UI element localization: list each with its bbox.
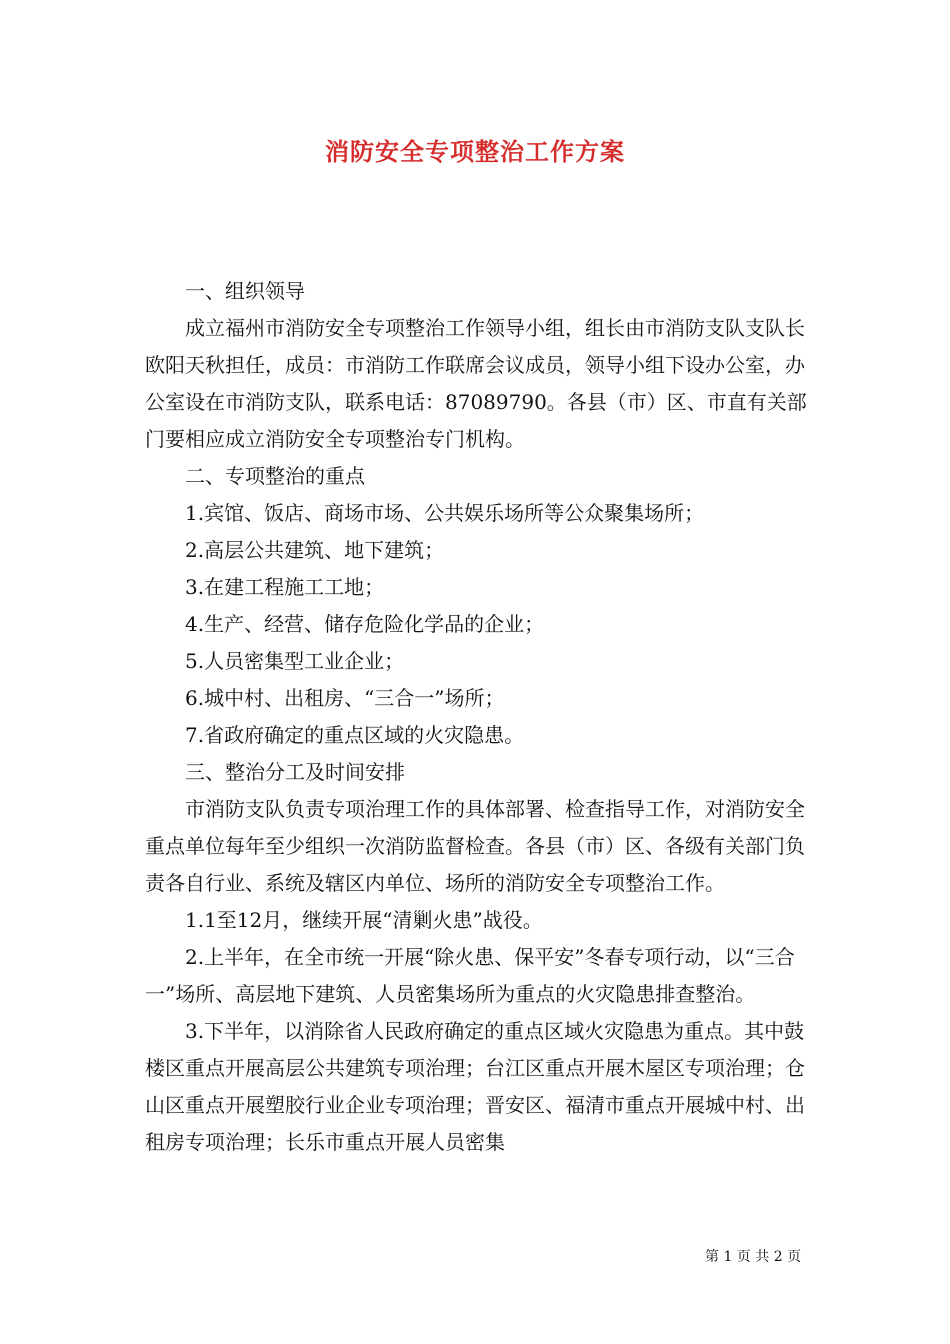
section-heading-1: 一、组织领导 bbox=[185, 279, 305, 303]
paragraph: 市消防支队负责专项治理工作的具体部署、检查指导工作，对消防安全重点单位每年至少组织一次消防监督检查。各县（市）区、各级有关部门负责各自行业、系统及辖区内单位、场所的消防安全专项整治工作。 bbox=[145, 797, 805, 895]
list-item: 6.城中村、出租房、“三合一”场所； bbox=[185, 686, 505, 710]
list-item: 2.上半年，在全市统一开展“除火患、保平安”冬春专项行动，以“三合一”场所、高层地下建筑、人员密集场所为重点的火灾隐患排查整治。 bbox=[145, 945, 795, 1006]
list-item: 3.在建工程施工工地； bbox=[185, 575, 385, 599]
section-heading-2: 二、专项整治的重点 bbox=[185, 464, 365, 488]
list-item: 4.生产、经营、储存危险化学品的企业； bbox=[185, 612, 545, 636]
page-number-footer: 第 1 页 共 2 页 bbox=[705, 1249, 802, 1265]
document-body bbox=[145, 273, 810, 1161]
list-item: 1.宾馆、饭店、商场市场、公共娱乐场所等公众聚集场所； bbox=[185, 501, 705, 525]
list-item: 7.省政府确定的重点区域的火灾隐患。 bbox=[185, 723, 525, 747]
paragraph: 成立福州市消防安全专项整治工作领导小组，组长由市消防支队支队长欧阳天秋担任，成员：市消防工作联席会议成员，领导小组下设办公室，办公室设在市消防支队，联系电话：87089790。各县（市）区、市直有关部门要相应成立消防安全专项整治专门机构。 bbox=[145, 316, 807, 451]
list-item: 1.1至12月，继续开展“清剿火患”战役。 bbox=[185, 908, 543, 932]
list-item: 2.高层公共建筑、地下建筑； bbox=[185, 538, 445, 562]
list-item: 3.下半年，以消除省人民政府确定的重点区域火灾隐患为重点。其中鼓楼区重点开展高层公共建筑专项治理；台江区重点开展木屋区专项治理；仓山区重点开展塑胶行业企业专项治理；晋安区、福清市重点开展城中村、出租房专项治理；长乐市重点开展人员密集 bbox=[145, 1019, 805, 1154]
section-heading-3: 三、整治分工及时间安排 bbox=[185, 760, 405, 784]
document-title: 消防安全专项整治工作方案 bbox=[325, 137, 625, 166]
list-item: 5.人员密集型工业企业； bbox=[185, 649, 405, 673]
